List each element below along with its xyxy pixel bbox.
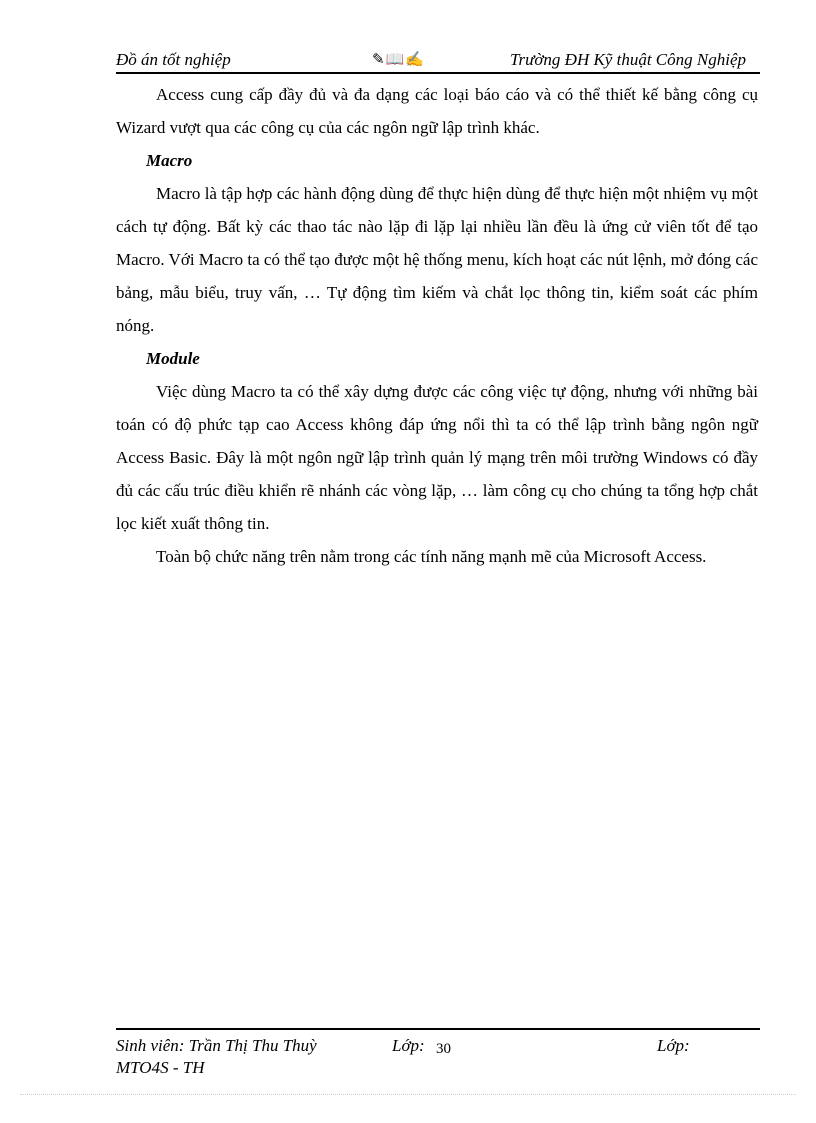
heading-module: Module	[146, 349, 200, 368]
footer-class-label-2: Lớp:	[657, 1036, 690, 1055]
page-bottom-border	[20, 1094, 796, 1095]
footer-student-name: Sinh viên: Trần Thị Thu Thuỳ	[116, 1036, 317, 1055]
paragraph-access-reports: Access cung cấp đầy đủ và đa dạng các loại báo cáo và có thể thiết kế bằng công cụ Wizard vượt qua các công cụ của các ngôn ngữ lập trình khác.	[116, 85, 758, 137]
heading-macro: Macro	[146, 151, 193, 170]
footer-class-label: Lớp:	[392, 1036, 425, 1055]
paragraph-macro: Macro là tập hợp các hành động dùng để thực hiện dùng để thực hiện một nhiệm vụ một cách tự động. Bất kỳ các thao tác nào lặp đi lặp lại nhiều lần đều là ứng cử viên tốt để tạo Macro. Với Macro ta có thể tạo được một hệ thống menu, kích hoạt các nút lệnh, mở đóng các bảng, mẫu biểu, truy vấn, … Tự động tìm kiếm và chắt lọc thông tin, kiểm soát các phím nóng.	[116, 184, 759, 335]
paragraph-module: Việc dùng Macro ta có thể xây dựng được các công việc tự động, nhưng với những bài toán có độ phức tạp cao Access không đáp ứng nổi thì ta có thể lập trình bằng ngôn ngữ Access Basic. Đây là một ngôn ngữ lập trình quản lý mạng trên môi trường Windows có đầy đủ các cấu trúc điều khiển rẽ nhánh các vòng lặp, … làm công cụ cho chúng ta tổng hợp chắt lọc kiết xuất thông tin.	[116, 382, 758, 533]
header-university: Trường ĐH Kỹ thuật Công Nghiệp	[509, 50, 746, 69]
page-header	[116, 48, 760, 74]
header-document-type: Đồ án tốt nghiệp	[116, 50, 231, 69]
paragraph-summary: Toàn bộ chức năng trên nằm trong các tính năng mạnh mẽ của Microsoft Access.	[156, 547, 707, 566]
footer-class-code: MTO4S - TH	[116, 1058, 205, 1077]
page-number: 30	[436, 1041, 451, 1057]
page-footer	[116, 1028, 760, 1077]
page-content	[116, 78, 758, 573]
book-ornament-icon: ✎📖✍	[372, 52, 425, 68]
